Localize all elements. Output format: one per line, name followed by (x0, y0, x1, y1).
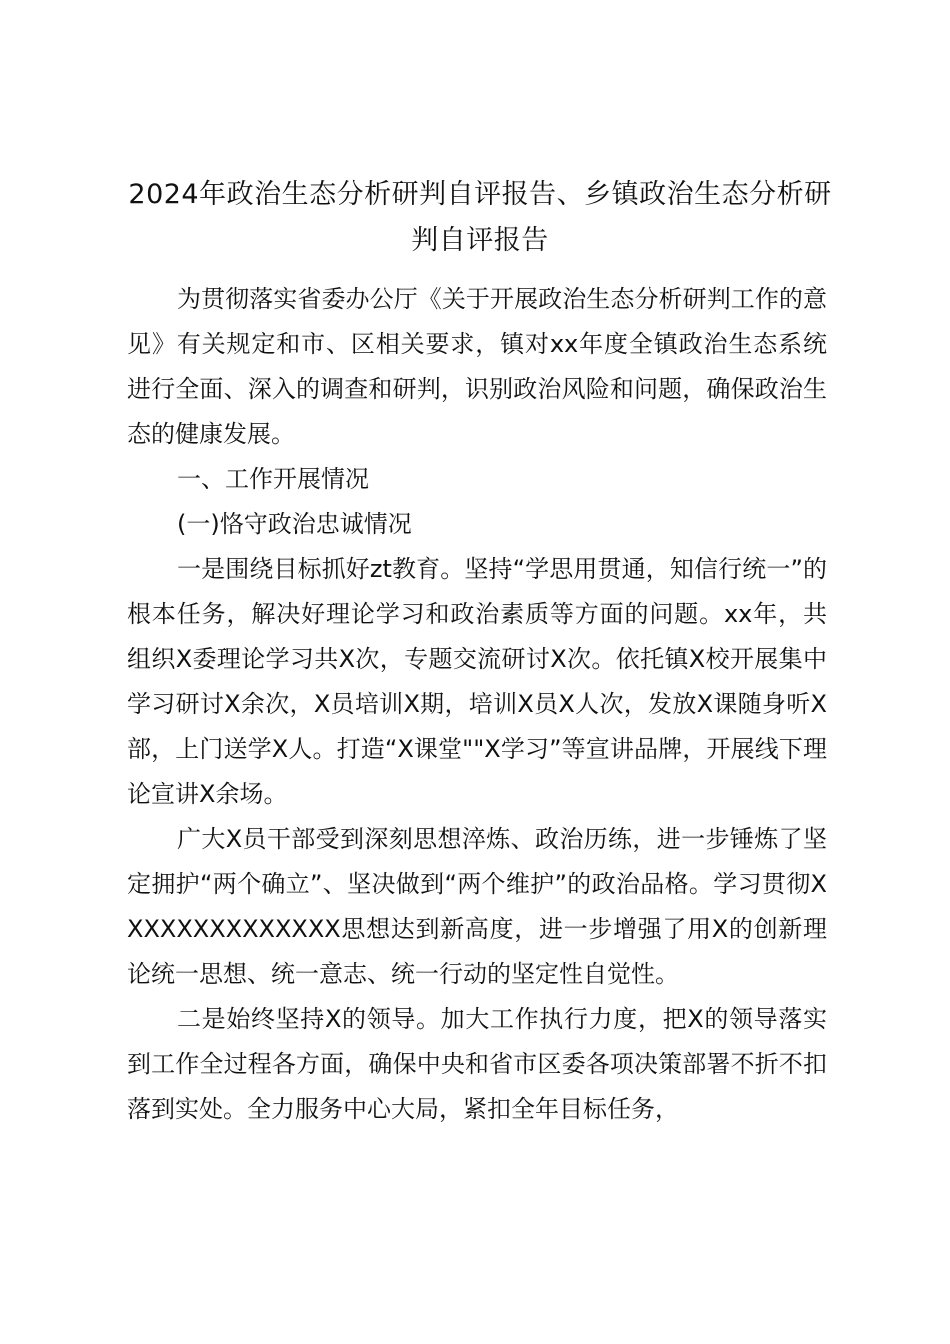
intro-paragraph: 为贯彻落实省委办公厅《关于开展政治生态分析研判工作的意见》有关规定和市、区相关要求，镇对xx年度全镇政治生态系统进行全面、深入的调查和研判，识别政治风险和问题，确保政治生态的健康发展。 (127, 285, 827, 448)
section-heading-1: 一、工作开展情况 (177, 465, 369, 493)
body-paragraph-3: 二是始终坚持X的领导。加大工作执行力度，把X的领导落实到工作全过程各方面，确保中央和省市区委各项决策部署不折不扣落到实处。全力服务中心大局，紧扣全年目标任务， (127, 1005, 827, 1123)
body-paragraph-2: 广大X员干部受到深刻思想淬炼、政治历练，进一步锤炼了坚定拥护“两个确立”、坚决做到“两个维护”的政治品格。学习贯彻XXXXXXXXXXXXXX思想达到新高度，进一步增强了用X的创新理论统一思想、统一意志、统一行动的坚定性自觉性。 (127, 825, 827, 988)
body-paragraph-1: 一是围绕目标抓好zt教育。坚持“学思用贯通，知信行统一”的根本任务，解决好理论学习和政治素质等方面的问题。xx年，共组织X委理论学习共X次，专题交流研讨X次。依托镇X校开展集中学习研讨X余次，X员培训X期，培训X员X人次，发放X课随身听X部，上门送学X人。打造“X课堂""X学习”等宣讲品牌，开展线下理论宣讲X余场。 (127, 555, 827, 808)
document-title: 2024年政治生态分析研判自评报告、乡镇政治生态分析研判自评报告 (128, 179, 832, 256)
document-body (127, 277, 827, 1132)
subsection-heading-1: (一)恪守政治忠诚情况 (177, 510, 412, 538)
